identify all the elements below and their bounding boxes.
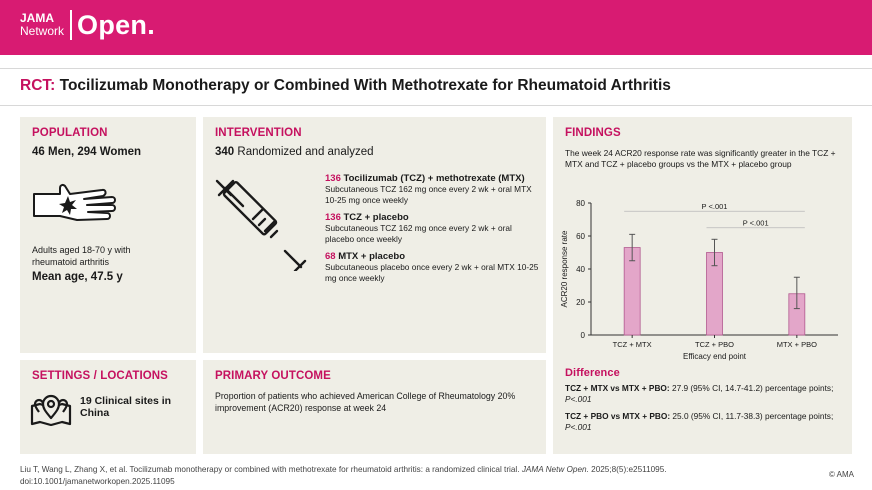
settings-text: 19 Clinical sites in China	[80, 395, 172, 419]
x-axis-label: Efficacy end point	[682, 352, 747, 361]
logo-separator	[70, 10, 72, 40]
difference-1-text: 27.9 (95% CI, 14.7-41.2) percentage points;	[669, 383, 834, 393]
hand-joint-icon	[32, 172, 142, 232]
findings-heading: FINDINGS	[565, 127, 621, 139]
citation-doi-link[interactable]: doi:10.1001/jamanetworkopen.2025.11095	[20, 476, 175, 486]
findings-summary: The week 24 ACR20 response rate was significantly greater in the TCZ + MTX and TCZ + placebo groups vs the MTX + placebo group	[565, 148, 836, 169]
logo-line1: JAMA	[20, 11, 55, 25]
population-summary: 46 Men, 294 Women	[32, 146, 142, 158]
y-tick-label: 0	[580, 331, 585, 340]
intervention-heading: INTERVENTION	[215, 127, 302, 139]
page-title	[20, 77, 671, 95]
citation-end: 2025;8(5):e2511095.	[588, 465, 667, 474]
difference-1-p: P<.001	[565, 394, 592, 404]
significance-label: P <.001	[742, 218, 769, 228]
arm-title-2	[325, 212, 540, 223]
population-mean-age: Mean age, 47.5 y	[32, 271, 123, 283]
intervention-count: 340	[215, 146, 235, 158]
citation-text: Liu T, Wang L, Zhang X, et al. Tocilizumab monotherapy or combined with methotrexate for rheumatoid arthritis: a randomized clinical trial.	[20, 465, 520, 474]
intervention-arms-list	[325, 173, 540, 290]
logo-line2: Network	[20, 24, 65, 38]
arm-item-tcz-mtx	[325, 173, 540, 205]
significance-label: P <.001	[701, 201, 728, 211]
arm-description: Subcutaneous TCZ 162 mg once every 2 wk + oral MTX 10-25 mg once weekly	[325, 184, 532, 205]
arm-description: Subcutaneous TCZ 162 mg once every 2 wk + oral placebo once weekly	[325, 223, 512, 244]
difference-1-label: TCZ + MTX vs MTX + PBO:	[565, 383, 670, 393]
difference-item-2	[565, 411, 835, 433]
findings-panel	[553, 117, 852, 454]
arm-title-3	[325, 251, 540, 262]
syringe-icon	[215, 175, 307, 271]
arm-count: 68	[325, 251, 336, 262]
arm-count: 136	[325, 173, 341, 184]
difference-heading: Difference	[565, 367, 620, 379]
citation-journal: JAMA Netw Open.	[521, 465, 589, 474]
title-bottom-divider	[0, 105, 872, 106]
intervention-count-line	[215, 146, 374, 158]
title-top-divider	[0, 68, 872, 69]
logo-big-text: Open	[77, 10, 148, 40]
citation-footer	[20, 464, 800, 487]
arm-item-mtx-placebo	[325, 251, 540, 283]
population-description: Adults aged 18-70 y with rheumatoid arthritis	[32, 245, 131, 267]
logo-mark: .	[147, 10, 156, 40]
primary-outcome-text: Proportion of patients who achieved American College of Rheumatology 20% improvement (ACR20) response at week 24	[215, 391, 516, 413]
logo-small-text	[20, 12, 64, 38]
y-tick-label: 60	[576, 232, 585, 241]
primary-outcome-panel	[203, 360, 546, 454]
title-prefix: RCT:	[20, 77, 56, 94]
brand-header-bar	[0, 0, 872, 55]
population-heading: POPULATION	[32, 127, 108, 139]
arm-title-1	[325, 173, 540, 184]
y-axis-label: ACR20 response rate	[560, 230, 569, 308]
arm-count: 136	[325, 212, 341, 223]
x-tick-label: TCZ + MTX	[612, 340, 652, 349]
primary-outcome-heading: PRIMARY OUTCOME	[215, 370, 331, 382]
acr20-bar-chart	[553, 195, 852, 365]
settings-heading: SETTINGS / LOCATIONS	[32, 370, 168, 382]
settings-panel	[20, 360, 196, 454]
arm-name: Tocilizumab (TCZ) + methotrexate (MTX)	[343, 173, 525, 184]
difference-item-1	[565, 383, 835, 405]
difference-2-text: 25.0 (95% CI, 11.7-38.3) percentage points;	[670, 411, 834, 421]
x-tick-label: TCZ + PBO	[695, 340, 734, 349]
population-panel	[20, 117, 196, 353]
arm-name: TCZ + placebo	[343, 212, 409, 223]
jama-network-open-logo[interactable]	[20, 10, 155, 40]
arm-item-tcz-placebo	[325, 212, 540, 244]
logo-big-wrap	[77, 10, 155, 40]
y-tick-label: 80	[576, 199, 585, 208]
difference-2-label: TCZ + PBO vs MTX + PBO:	[565, 411, 671, 421]
difference-2-p: P<.001	[565, 422, 592, 432]
title-text: Tocilizumab Monotherapy or Combined With Methotrexate for Rheumatoid Arthritis	[59, 77, 671, 94]
x-tick-label: MTX + PBO	[776, 340, 817, 349]
arm-description: Subcutaneous placebo once every 2 wk + oral MTX 10-25 mg once weekly	[325, 262, 539, 283]
map-pin-icon	[30, 392, 72, 426]
y-tick-label: 20	[576, 298, 585, 307]
copyright-notice: © AMA	[828, 470, 854, 479]
intervention-panel	[203, 117, 546, 353]
y-tick-label: 40	[576, 265, 585, 274]
arm-name: MTX + placebo	[338, 251, 405, 262]
intervention-count-label: Randomized and analyzed	[237, 146, 374, 158]
